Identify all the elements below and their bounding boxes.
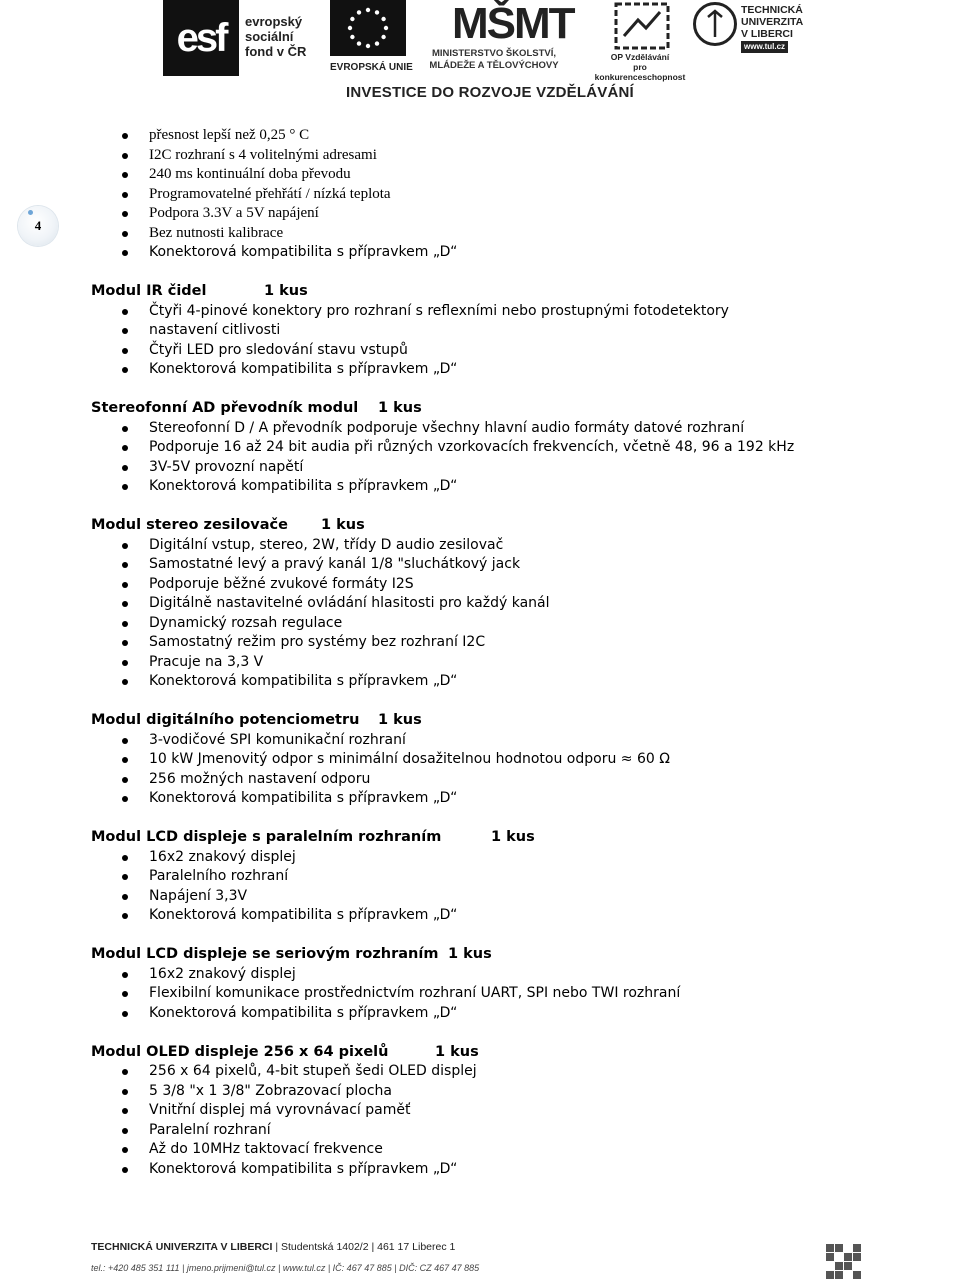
list-item: 16x2 znakový displej bbox=[91, 965, 931, 985]
section-heading bbox=[91, 1043, 931, 1063]
tul-logo bbox=[693, 0, 813, 70]
section-quantity: 1 kus bbox=[448, 946, 492, 962]
list-item: I2C rozhraní s 4 volitelnými adresami bbox=[91, 146, 931, 166]
page-footer bbox=[91, 1240, 871, 1273]
list-item: Až do 10MHz taktovací frekvence bbox=[91, 1140, 931, 1160]
list-item: Digitální vstup, stereo, 2W, třídy D audio zesilovač bbox=[91, 536, 931, 556]
section-bullet-list bbox=[91, 1062, 931, 1179]
section-quantity: 1 kus bbox=[321, 517, 365, 533]
list-item: 256 možných nastavení odporu bbox=[91, 770, 931, 790]
section-bullet-list bbox=[91, 419, 931, 497]
eu-star-icon bbox=[366, 44, 370, 48]
op-logo bbox=[590, 0, 690, 80]
list-item: nastavení citlivosti bbox=[91, 321, 931, 341]
list-item: Dynamický rozsah regulace bbox=[91, 614, 931, 634]
section-heading bbox=[91, 516, 931, 536]
list-item: 3V-5V provozní napětí bbox=[91, 458, 931, 478]
list-item: 240 ms kontinuální doba převodu bbox=[91, 165, 931, 185]
esf-text bbox=[245, 14, 306, 59]
eu-star-icon bbox=[375, 10, 379, 14]
list-item: Programovatelné přehřátí / nízká teplota bbox=[91, 185, 931, 205]
tul-emblem-icon bbox=[693, 2, 737, 46]
list-item: 16x2 znakový displej bbox=[91, 848, 931, 868]
eu-star-icon bbox=[381, 17, 385, 21]
footer-address: Studentská 1402/2 | 461 17 Liberec 1 bbox=[280, 1241, 456, 1253]
section-heading bbox=[91, 282, 931, 302]
section-bullet-list bbox=[91, 302, 931, 380]
op-text bbox=[590, 52, 690, 82]
page-number-badge bbox=[18, 206, 58, 246]
list-item: 10 kW Jmenovitý odpor s minimální dosažitelnou hodnotou odporu ≈ 60 Ω bbox=[91, 750, 931, 770]
section-quantity: 1 kus bbox=[491, 829, 535, 845]
list-item: Konektorová kompatibilita s přípravkem „D“ bbox=[91, 906, 931, 926]
msmt-logo bbox=[414, 0, 574, 80]
op-mark-icon bbox=[612, 0, 672, 52]
header-logos bbox=[0, 0, 960, 110]
list-item: 5 3/8 "x 1 3/8" Zobrazovací plocha bbox=[91, 1082, 931, 1102]
esf-text-line: fond v ČR bbox=[245, 44, 307, 59]
list-item: Paralelní rozhraní bbox=[91, 1121, 931, 1141]
section-bullet-list bbox=[91, 731, 931, 809]
footer-org: TECHNICKÁ UNIVERZITA V LIBERCI bbox=[91, 1241, 273, 1253]
section-heading bbox=[91, 711, 931, 731]
eu-text: EVROPSKÁ UNIE bbox=[330, 62, 413, 73]
section-stereo-amp bbox=[91, 516, 931, 692]
eu-star-icon bbox=[348, 26, 352, 30]
page-badge-dot bbox=[28, 210, 33, 215]
list-item: Konektorová kompatibilita s přípravkem „D“ bbox=[91, 477, 931, 497]
list-item: 3-vodičové SPI komunikační rozhraní bbox=[91, 731, 931, 751]
list-item: Flexibilní komunikace prostřednictvím rozhraní UART, SPI nebo TWI rozhraní bbox=[91, 984, 931, 1004]
section-ir-sensors bbox=[91, 282, 931, 380]
section-lcd-parallel bbox=[91, 828, 931, 926]
section-quantity: 1 kus bbox=[264, 283, 308, 299]
list-item: Bez nutnosti kalibrace bbox=[91, 224, 931, 244]
section-quantity: 1 kus bbox=[378, 712, 422, 728]
list-item: Konektorová kompatibilita s přípravkem „D“ bbox=[91, 243, 931, 263]
section-bullet-list bbox=[91, 848, 931, 926]
eu-star-icon bbox=[366, 8, 370, 12]
list-item: Konektorová kompatibilita s přípravkem „D“ bbox=[91, 789, 931, 809]
section-title: Modul OLED displeje 256 x 64 pixelů bbox=[91, 1043, 389, 1060]
document-content bbox=[91, 126, 931, 1179]
msmt-mark: MŠMT bbox=[452, 0, 574, 48]
list-item: 256 x 64 pixelů, 4-bit stupeň šedi OLED displej bbox=[91, 1062, 931, 1082]
esf-text-line: evropský bbox=[245, 14, 303, 29]
section-bullet-list bbox=[91, 965, 931, 1024]
list-item: Napájení 3,3V bbox=[91, 887, 931, 907]
section-heading bbox=[91, 945, 931, 965]
list-item: Podporuje běžné zvukové formáty I2S bbox=[91, 575, 931, 595]
list-item: Pracuje na 3,3 V bbox=[91, 653, 931, 673]
eu-star-icon bbox=[357, 41, 361, 45]
op-text-line: pro konkurenceschopnost bbox=[594, 62, 686, 82]
footer-tul-logo-icon bbox=[826, 1244, 860, 1278]
eu-star-icon bbox=[350, 17, 354, 21]
tul-url: www.tul.cz bbox=[741, 41, 788, 53]
list-item: Podpora 3.3V a 5V napájení bbox=[91, 204, 931, 224]
section-title: Modul stereo zesilovače bbox=[91, 517, 288, 533]
tul-text-line: V LIBERCI bbox=[741, 28, 793, 40]
eu-flag-icon bbox=[330, 0, 406, 56]
eu-star-icon bbox=[357, 10, 361, 14]
eu-logo bbox=[330, 0, 413, 78]
op-text-line: OP Vzdělávání bbox=[610, 52, 670, 62]
list-item: Samostatný režim pro systémy bez rozhraní I2C bbox=[91, 633, 931, 653]
section-title: Modul LCD displeje s paralelním rozhraním bbox=[91, 829, 442, 845]
list-item: Čtyři LED pro sledování stavu vstupů bbox=[91, 341, 931, 361]
section-title: Modul LCD displeje se seriovým rozhraním bbox=[91, 946, 439, 962]
section-heading bbox=[91, 399, 931, 419]
esf-mark: esf bbox=[163, 0, 239, 76]
section-title: Stereofonní AD převodník modul bbox=[91, 400, 359, 416]
section-title: Modul IR čidel bbox=[91, 283, 207, 299]
tul-text bbox=[741, 4, 803, 53]
section-bullet-list bbox=[91, 536, 931, 692]
list-item: Stereofonní D / A převodník podporuje všechny hlavní audio formáty datové rozhraní bbox=[91, 419, 931, 439]
eu-star-icon bbox=[384, 26, 388, 30]
list-item: Vnitřní displej má vyrovnávací paměť bbox=[91, 1101, 931, 1121]
section-heading bbox=[91, 828, 931, 848]
list-item: Konektorová kompatibilita s přípravkem „D“ bbox=[91, 360, 931, 380]
tul-text-line: TECHNICKÁ bbox=[741, 4, 803, 16]
esf-logo bbox=[163, 0, 323, 78]
section-lcd-serial bbox=[91, 945, 931, 1023]
list-item: Konektorová kompatibilita s přípravkem „D“ bbox=[91, 1004, 931, 1024]
section-title: Modul digitálního potenciometru bbox=[91, 712, 360, 728]
section-quantity: 1 kus bbox=[378, 400, 422, 416]
eu-star-icon bbox=[375, 41, 379, 45]
list-item: Konektorová kompatibilita s přípravkem „D“ bbox=[91, 1160, 931, 1180]
msmt-text bbox=[414, 48, 574, 72]
tul-text-line: UNIVERZITA bbox=[741, 16, 804, 28]
list-item: Podporuje 16 až 24 bit audia při různých vzorkovacích frekvencích, včetně 48, 96 a 192 kHz bbox=[91, 438, 931, 458]
list-item: Paralelního rozhraní bbox=[91, 867, 931, 887]
section-stereo-ad bbox=[91, 399, 931, 497]
eu-star-icon bbox=[381, 35, 385, 39]
page-number: 4 bbox=[34, 218, 42, 233]
section-oled bbox=[91, 1043, 931, 1180]
msmt-text-line: MINISTERSTVO ŠKOLSTVÍ, bbox=[431, 48, 557, 59]
eu-stars-icon bbox=[330, 0, 406, 56]
section-quantity: 1 kus bbox=[435, 1043, 479, 1060]
list-item: Čtyři 4-pinové konektory pro rozhraní s reflexními nebo prostupnými fotodetektory bbox=[91, 302, 931, 322]
esf-text-line: sociální bbox=[245, 29, 294, 44]
footer-address-line: TECHNICKÁ UNIVERZITA V LIBERCI | Studentská 1402/2 | 461 17 Liberec 1 bbox=[91, 1241, 456, 1253]
intro-bullet-list bbox=[91, 126, 931, 263]
list-item: Samostatné levý a pravý kanál 1/8 "sluchátkový jack bbox=[91, 555, 931, 575]
list-item: Digitálně nastavitelné ovládání hlasitosti pro každý kanál bbox=[91, 594, 931, 614]
msmt-text-line: MLÁDEŽE A TĚLOVÝCHOVY bbox=[429, 60, 559, 71]
footer-contacts: tel.: +420 485 351 111 | jmeno.prijmeni@tul.cz | www.tul.cz | IČ: 467 47 885 | DIČ: CZ 467 47 885 bbox=[91, 1263, 480, 1273]
eu-star-icon bbox=[350, 35, 354, 39]
list-item: přesnost lepší než 0,25 ° C bbox=[91, 126, 931, 146]
investice-slogan: INVESTICE DO ROZVOJE VZDĚLÁVÁNÍ bbox=[346, 84, 634, 101]
section-digital-pot bbox=[91, 711, 931, 809]
list-item: Konektorová kompatibilita s přípravkem „D“ bbox=[91, 672, 931, 692]
